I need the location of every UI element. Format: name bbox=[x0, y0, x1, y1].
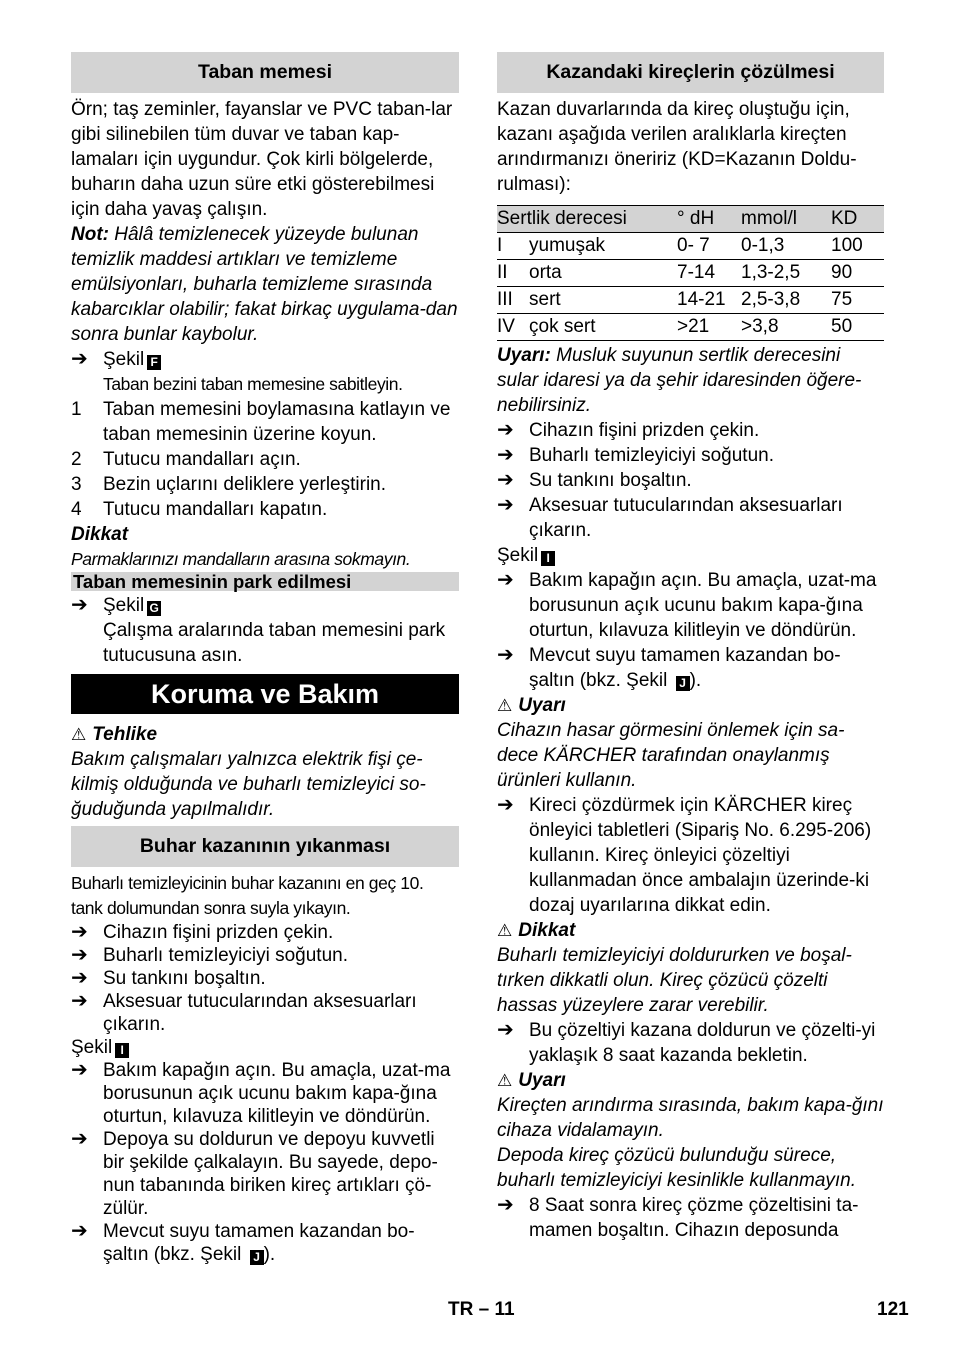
arrow-right-icon: ➔ bbox=[497, 1019, 514, 1041]
footer-section-label: TR – 11 bbox=[448, 1299, 515, 1320]
tehlike-text: Bakım çalışmaları yalnızca elektrik fişi çe-kilmiş olduğunda ve buharlı temizleyici so-ğuduğunda yapılmalıdır. bbox=[71, 749, 426, 820]
bullet-step: ➔ Bakım kapağın açın. Bu amaçla, uzat-ma borusunun açık ucunu bakım kapa-ğına oturtun, kılavuza kilitleyin ve döndürün. bbox=[71, 1059, 451, 1127]
uyari-heading: ⚠ Uyarı bbox=[497, 1070, 566, 1091]
dikkat-label: Dikkat bbox=[71, 524, 129, 545]
dikkat-heading: ⚠ Dikkat bbox=[497, 920, 576, 941]
arrow-right-icon: ➔ bbox=[497, 644, 514, 666]
dikkat-text: Buharlı temizleyiciyi doldururken ve boşal-tırken dikkatli olun. Kireç çözücü çözelti hassas yüzeylere zarar verebilir. bbox=[497, 945, 852, 1016]
paragraph-taban-intro: Örn; taş zeminler, fayanslar ve PVC taban-lar gibi silinebilen tüm duvar ve taban kap-lamaları için uygundur. Çok kirli bölgelerde, buharın daha uzun süre etki gösterebilmesi için daha yavaş çalışın. bbox=[71, 99, 453, 220]
arrow-right-icon: ➔ bbox=[497, 494, 514, 516]
header-dh: ° dH bbox=[677, 208, 715, 229]
header-kd: KD bbox=[831, 208, 858, 229]
arrow-right-icon: ➔ bbox=[71, 921, 88, 943]
arrow-right-icon: ➔ bbox=[71, 1220, 88, 1242]
arrow-right-icon: ➔ bbox=[497, 469, 514, 491]
warning-triangle-icon: ⚠ bbox=[71, 725, 87, 744]
kirec-intro: Kazan duvarlarında da kireç oluştuğu için, kazanı aşağıda verilen aralıklarla kireçten arındırmanızı öneririz (KD=Kazanın Doldu-rulması): bbox=[497, 99, 857, 195]
arrow-right-icon: ➔ bbox=[71, 594, 88, 616]
bullet-step: ➔ Kireci çözdürmek için KÄRCHER kireç önleyici tabletleri (Sipariş No. 6.295-206) kullanın. Kireç önleyici çözeltiyi kullanmadan önce ambalajın üzerinde-ki dozaj uyarılarına dikkat edin. bbox=[497, 794, 872, 916]
bullet-step: ➔ Aksesuar tutucularından aksesuarları çıkarın. bbox=[71, 990, 417, 1035]
chapter-heading-koruma: Koruma ve Bakım bbox=[71, 674, 459, 714]
uyari-text: Cihazın hasar görmesini önlemek için sa-dece KÄRCHER tarafından onaylanmış ürünleri kullanın. bbox=[497, 720, 845, 791]
header-mmol: mmol/l bbox=[741, 208, 797, 229]
right-column bbox=[497, 52, 884, 1243]
arrow-right-icon: ➔ bbox=[71, 967, 88, 989]
table-row: III sert 14-21 2,5-3,8 75 bbox=[497, 287, 884, 314]
numbered-step-2: 2 Tutucu mandalları açın. bbox=[71, 449, 301, 470]
figure-label: Şekil bbox=[103, 349, 145, 370]
arrow-right-icon: ➔ bbox=[497, 419, 514, 441]
bullet-step: ➔ Cihazın fişini prizden çekin. bbox=[71, 921, 334, 943]
note-text: Hâlâ temizlenecek yüzeyde bulunan temizlik maddesi artıkları ve temizleme emülsiyonları, buharla temizleme sırasında kabarcıklar olabilir; fakat birkaç uygulama-dan sonra bunlar kaybolur. bbox=[71, 224, 458, 345]
bullet-step: ➔ Aksesuar tutucularından aksesuarları çıkarın. bbox=[497, 494, 843, 541]
note-block bbox=[71, 222, 459, 347]
header-sertlik: Sertlik derecesi bbox=[497, 208, 627, 229]
arrow-right-icon: ➔ bbox=[71, 944, 88, 966]
bullet-step: ➔ Mevcut suyu tamamen kazandan bo-şaltın (bkz. Şekil J ). bbox=[71, 1220, 415, 1265]
uyari-text: Depoda kireç çözücü bulunduğu sürece, buharlı temizleyiciyi kesinlikle kullanmayın. bbox=[497, 1145, 857, 1191]
table-row: IV çok sert >21 >3,8 50 bbox=[497, 314, 884, 341]
warning-triangle-icon: ⚠ bbox=[497, 1071, 513, 1090]
uyari-text: Kireçten arındırma sırasında, bakım kapa-ğını cihaza vidalamayın. bbox=[497, 1095, 884, 1141]
dikkat-text: Parmaklarınızı mandalların arasına sokmayın. bbox=[71, 549, 411, 569]
note-label: Not: bbox=[71, 224, 109, 245]
arrow-right-icon: ➔ bbox=[497, 444, 514, 466]
section-heading-taban-memesi: Taban memesi bbox=[71, 52, 459, 93]
numbered-step-1: 1 Taban memesini boylamasına katlayın ve taban memesinin üzerine koyun. bbox=[71, 399, 451, 445]
table-row: I yumuşak 0- 7 0-1,3 100 bbox=[497, 233, 884, 260]
kazan-intro: Buharlı temizleyicinin buhar kazanını en geç 10. tank dolumundan sonra suyla yıkayın. bbox=[71, 873, 424, 918]
tehlike-heading: ⚠ Tehlike bbox=[71, 724, 158, 745]
bullet-step: ➔ Buharlı temizleyiciyi soğutun. bbox=[71, 944, 348, 966]
left-column bbox=[71, 52, 459, 1266]
bullet-step: ➔ Cihazın fişini prizden çekin. bbox=[497, 419, 760, 441]
arrow-right-icon: ➔ bbox=[71, 1128, 88, 1150]
table-row: II orta 7-14 1,3-2,5 90 bbox=[497, 260, 884, 287]
section-heading-kirec: Kazandaki kireçlerin çözülmesi bbox=[497, 52, 884, 93]
figure-j-badge: J bbox=[676, 676, 690, 691]
hardness-table bbox=[497, 205, 884, 341]
arrow-right-icon: ➔ bbox=[71, 990, 88, 1012]
numbered-step-4: 4 Tutucu mandalları kapatın. bbox=[71, 499, 328, 520]
figure-ref-i: Şekil I bbox=[71, 1036, 459, 1059]
bullet-step: ➔ Su tankını boşaltın. bbox=[71, 967, 266, 989]
subheading-park: Taban memesinin park edilmesi bbox=[71, 572, 459, 591]
figure-f-description: Taban bezini taban memesine sabitleyin. bbox=[103, 374, 403, 394]
numbered-step-3: 3 Bezin uçlarını deliklere yerleştirin. bbox=[71, 474, 387, 495]
table-header-row bbox=[497, 206, 884, 233]
section-heading-buhar-kazani: Buhar kazanının yıkanması bbox=[71, 826, 459, 867]
arrow-right-icon: ➔ bbox=[497, 569, 514, 591]
bullet-step: ➔ Bakım kapağın açın. Bu amaçla, uzat-ma borusunun açık ucunu bakım kapa-ğına oturtun, kılavuza kilitleyin ve döndürün. bbox=[497, 569, 877, 641]
uyari-note: Uyarı: Musluk suyunun sertlik derecesini sular idaresi ya da şehir idaresinden öğere-nebilirsiniz. bbox=[497, 345, 862, 416]
arrow-right-icon: ➔ bbox=[497, 794, 514, 816]
figure-j-badge: J bbox=[250, 1250, 264, 1265]
figure-ref-i: Şekil I bbox=[497, 543, 884, 568]
bullet-step: ➔ Buharlı temizleyiciyi soğutun. bbox=[497, 444, 774, 466]
page-number: 121 bbox=[877, 1299, 909, 1320]
warning-triangle-icon: ⚠ bbox=[497, 696, 513, 715]
bullet-step: ➔ Mevcut suyu tamamen kazandan bo-şaltın (bkz. Şekil J ). bbox=[497, 644, 841, 691]
figure-ref-f bbox=[71, 347, 459, 372]
figure-f-badge: F bbox=[147, 355, 161, 370]
figure-i-badge: I bbox=[541, 551, 555, 566]
bullet-step: ➔ Bu çözeltiyi kazana doldurun ve çözelti-yi yaklaşık 8 saat kazanda bekletin. bbox=[497, 1019, 876, 1066]
bullet-step: ➔ Depoya su doldurun ve depoyu kuvvetli bir şekilde çalkalayın. Bu sayede, depo-nun tabanında biriken kireç artıkları çö-zülür. bbox=[71, 1128, 438, 1219]
park-description: Çalışma aralarında taban memesini park tutucusuna asın. bbox=[103, 620, 446, 666]
warning-triangle-icon: ⚠ bbox=[497, 921, 513, 940]
arrow-right-icon: ➔ bbox=[71, 1059, 88, 1081]
figure-g-badge: G bbox=[147, 601, 161, 616]
bullet-step: ➔ Su tankını boşaltın. bbox=[497, 469, 692, 491]
figure-i-badge: I bbox=[115, 1043, 129, 1058]
bullet-step: ➔ 8 Saat sonra kireç çözme çözeltisini ta-mamen boşaltın. Cihazın deposunda bbox=[497, 1194, 859, 1241]
arrow-right-icon: ➔ bbox=[497, 1194, 514, 1216]
figure-ref-g: ➔ Şekil G bbox=[71, 593, 459, 618]
uyari-heading: ⚠ Uyarı bbox=[497, 695, 566, 716]
arrow-right-icon: ➔ bbox=[71, 348, 88, 370]
